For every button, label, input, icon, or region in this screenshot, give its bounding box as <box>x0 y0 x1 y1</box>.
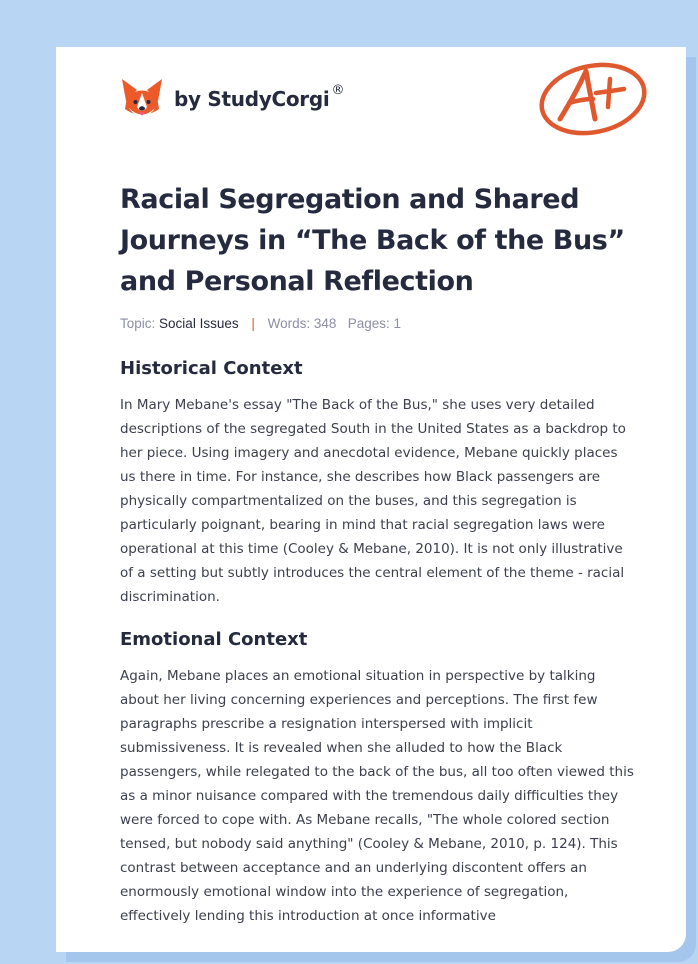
meta-separator: | <box>251 316 255 331</box>
brand-name: by StudyCorgi <box>174 87 330 111</box>
section-heading-emotional-context: Emotional Context <box>120 629 308 650</box>
article-title: Racial Segregation and Shared Journeys in “The Back of the Bus” and Personal Reflection <box>120 184 625 297</box>
registered-mark: ® <box>331 82 345 98</box>
article-meta <box>120 316 634 331</box>
word-count: Words: 348 <box>267 316 337 331</box>
a-plus-grade-icon <box>536 57 652 139</box>
topic-label: Topic: <box>120 316 156 331</box>
page-count: Pages: 1 <box>347 316 401 331</box>
section-paragraph-emotional-context: Again, Mebane places an emotional situation in perspective by talking about her living concerning experiences and perceptions. The first few paragraphs prescribe a resignation interspersed with implicit submissiveness. It is revealed when she alluded to how the Black passengers, while relegated to the back of the bus, all too often viewed this as a minor nuisance compared with the tremendous daily difficulties they were forced to cope with. As Mebane recalls, "The whole colored section tensed, but nobody said anything" (Cooley & Mebane, 2010, p. 124). This contrast between acceptance and an underlying discontent offers an enormously emotional window into the experience of segregation, effectively lending this introduction at once informative <box>120 668 634 924</box>
topic-link[interactable]: Social Issues <box>159 316 239 331</box>
studycorgi-logo[interactable] <box>120 75 344 123</box>
corgi-logo-icon <box>120 75 164 123</box>
section-paragraph-historical-context: In Mary Mebane's essay "The Back of the Bus," she uses very detailed descriptions of the segregated South in the United States as a backdrop to her piece. Using imagery and anecdotal evidence, Mebane quickly places us there in time. For instance, she describes how Black passengers are physically compartmentalized on the buses, and this segregation is particularly poignant, bearing in mind that racial segregation laws were operational at this time (Cooley & Mebane, 2010). It is not only illustrative of a setting but subtly introduces the central element of the theme - racial discrimination. <box>120 397 626 605</box>
article <box>120 179 634 928</box>
document-page <box>56 47 686 952</box>
section-heading-historical-context: Historical Context <box>120 358 303 379</box>
